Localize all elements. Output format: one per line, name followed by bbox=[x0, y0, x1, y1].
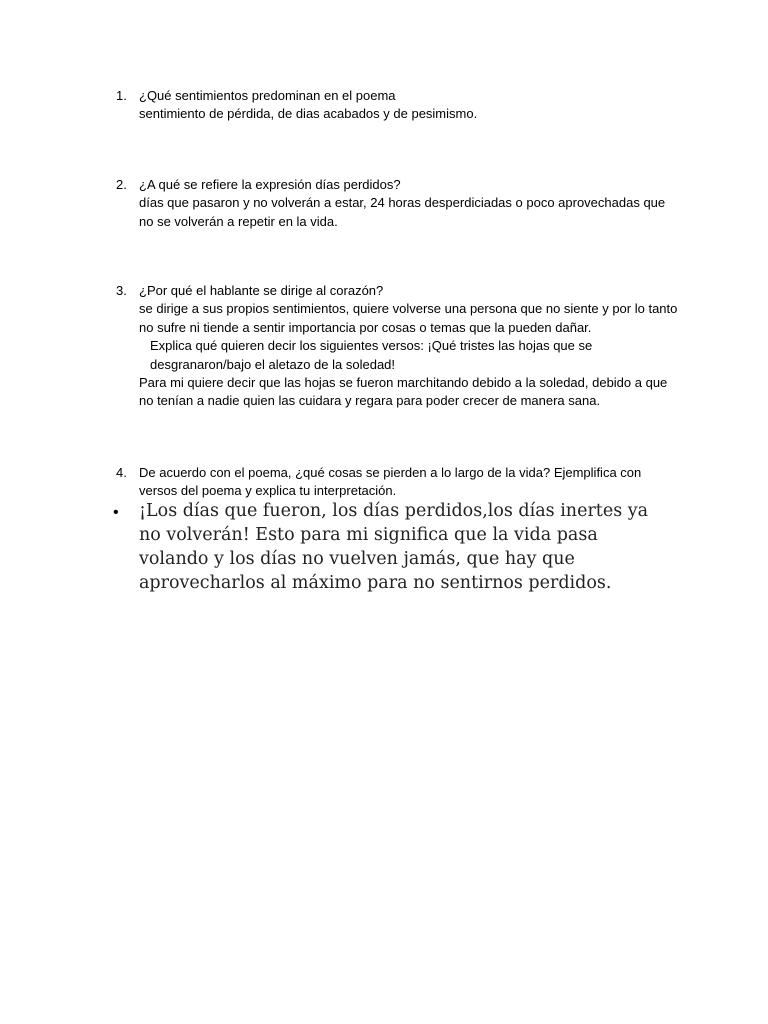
item-text bbox=[139, 176, 679, 231]
sub-answer-text: Para mi quiere decir que las hojas se fueron marchitando debido a la soledad, debido a que no tenían a nadie quien las cuidara y regara para poder crecer de manera sana. bbox=[139, 375, 668, 409]
question-text: De acuerdo con el poema, ¿qué cosas se pierden a lo largo de la vida? Ejemplifica con versos del poema y explica tu interpretación. bbox=[139, 465, 642, 499]
sub-question-text: Explica qué quieren decir los siguientes versos: ¡Qué tristes las hojas que se desgranaron/bajo el aletazo de la soledad! bbox=[150, 338, 593, 372]
bullet-answer-text: ¡Los días que fueron, los días perdidos,los días inertes ya no volverán! Esto para mi significa que la vida pasa volando y los días no vuelven jamás, que hay que aprovecharlos al máximo para no sentirnos perdidos. bbox=[139, 501, 649, 593]
answer-text: días que pasaron y no volverán a estar, 24 horas desperdiciadas o poco aprovechadas que no se volverán a repetir en la vida. bbox=[139, 195, 666, 229]
item-number: 2. bbox=[116, 177, 127, 192]
bullet-icon: • bbox=[113, 504, 119, 521]
item-number: 3. bbox=[116, 283, 127, 298]
item-number: 1. bbox=[116, 88, 127, 103]
question-text: ¿Por qué el hablante se dirige al corazón? bbox=[139, 283, 384, 298]
item-text bbox=[139, 282, 679, 411]
item-text bbox=[139, 87, 679, 124]
answer-text: sentimiento de pérdida, de dias acabados y de pesimismo. bbox=[139, 106, 478, 122]
answer-text: se dirige a sus propios sentimientos, quiere volverse una persona que no siente y por lo tanto no sufre ni tiende a sentir importancia por cosas o temas que la pueden dañar. bbox=[139, 301, 678, 335]
question-text: ¿Qué sentimientos predominan en el poema bbox=[139, 88, 396, 103]
question-text: ¿A qué se refiere la expresión días perdidos? bbox=[139, 177, 401, 192]
item-number: 4. bbox=[116, 465, 127, 480]
item-text bbox=[139, 464, 679, 501]
